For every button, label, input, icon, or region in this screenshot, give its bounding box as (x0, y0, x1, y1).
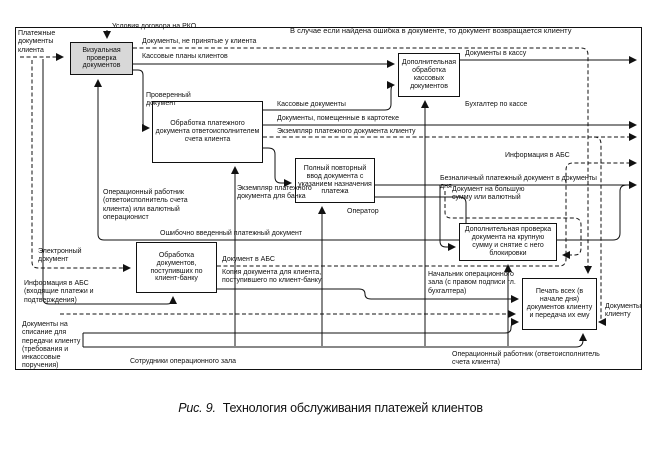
label-client-payment-docs: Платежные документы клиента (18, 30, 56, 54)
label-docs-to-client: Документы клиенту (605, 303, 642, 319)
label-debit-docs: Документы на списание для передачи клиенту (требования и инкассовые поручения) (22, 321, 81, 370)
figure-caption-text: Технология обслуживания платежей клиентов (222, 401, 483, 415)
label-cashless-doc: Безналичный платежный документ в документы дня (440, 175, 597, 191)
label-cash-docs: Кассовые документы (277, 101, 346, 108)
label-client-copy-kb: Копия документа для клиента, поступившего по клиент-банку (222, 269, 322, 285)
label-abs-incoming: Информация в АБС (входящие платежи и подтверждения) (24, 280, 94, 304)
label-checked-doc: Проверенный документ (146, 92, 191, 108)
figure-caption (0, 401, 661, 415)
label-hall-staff: Сотрудники операционного зала (130, 358, 236, 365)
label-operation-worker-short: Операционный работник (ответоисполнитель счета клиента) (452, 351, 600, 367)
label-abs-info: Информация в АБС (505, 152, 570, 159)
box-payment-processing: Обработка платежного документа ответоисполнителем счета клиента (152, 101, 263, 163)
box-full-reentry: Полный повторный ввод документа с указанием назначения платежа (295, 158, 375, 203)
label-wrong-doc: Ошибочно введенный платежный документ (160, 230, 303, 237)
label-operation-worker-full: Операционный работник (ответоисполнитель счета клиента) или валютный операционист (103, 189, 188, 221)
wire-electronic-doc (32, 60, 130, 268)
box-print-all: Печать всех (в начале дня) документов клиенту и передача их ему (522, 278, 597, 330)
label-large-sum-doc: Документ на большую сумму или валютный (452, 186, 525, 202)
box-client-bank-processing: Обработка документов, поступивших по клиент-банку (136, 242, 217, 293)
label-docs-to-cash: Документы в кассу (465, 50, 527, 57)
wire-debit-docs-a (83, 322, 518, 333)
box-visual-check: Визуальная проверка документов (70, 42, 133, 75)
label-operator: Оператор (347, 208, 379, 215)
label-copy-for-client: Экземпляр платежного документа клиенту (277, 128, 416, 135)
box-cash-docs-processing: Дополнительная обработка кассовых документов (398, 53, 460, 97)
label-cash-plans: Кассовые планы клиентов (142, 53, 228, 60)
label-docs-card-index: Документы, помещенные в картотеке (277, 115, 399, 122)
label-bank-copy: Экземпляр платежного документа для банка (237, 185, 312, 201)
box-large-sum-check: Дополнительная проверка документа на крупную сумму и снятие с него блокировки (459, 223, 557, 261)
wire-box4-out (557, 185, 632, 240)
label-doc-in-abs: Документ в АБС (222, 256, 275, 263)
figure-caption-number: Рис. 9. (178, 401, 216, 415)
label-docs-not-accepted: Документы, не принятые у клиента (142, 38, 257, 45)
label-rko-terms: Условия договора на РКО (112, 23, 197, 30)
label-cashier: Бухгалтер по кассе (465, 101, 528, 108)
wire-bank-copy (263, 148, 291, 183)
label-ops-head: Начальник операционного зала (с правом подписи гл. бухгалтера) (428, 271, 516, 295)
note-error-return: В случае если найдена ошибка в документе, то документ возвращается клиенту (290, 26, 572, 35)
label-electronic-doc: Электронный документ (38, 248, 82, 264)
